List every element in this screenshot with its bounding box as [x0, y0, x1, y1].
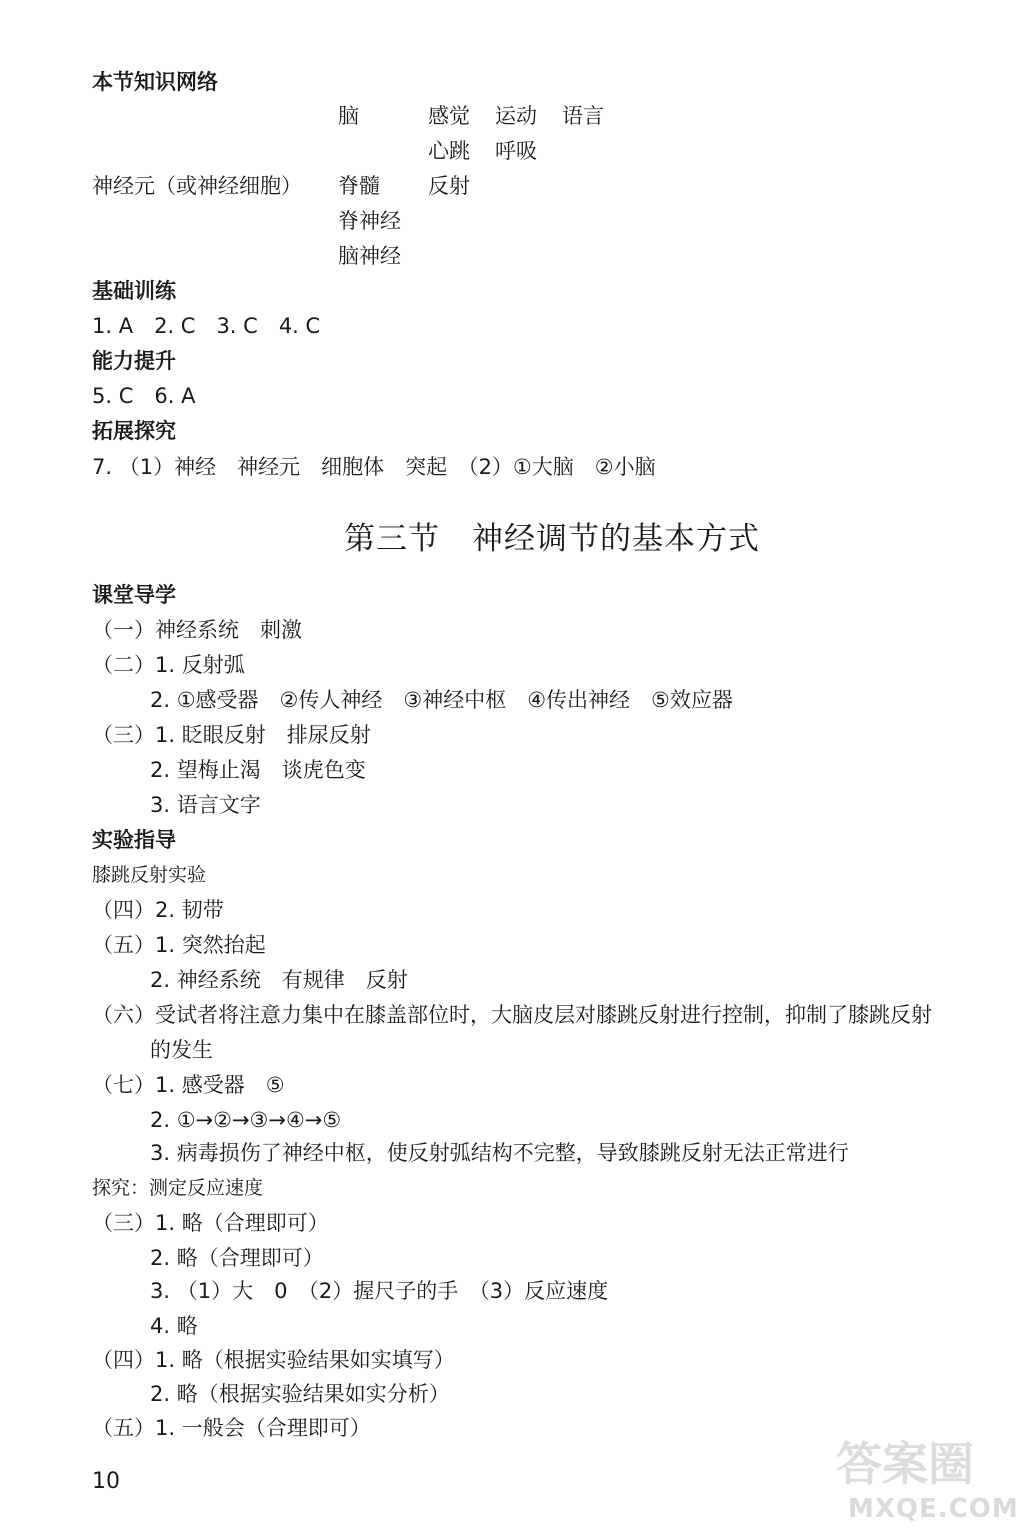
net-brain-item: 运动 [495, 104, 537, 128]
net-spinal-nerve: 脊神经 [338, 209, 401, 233]
ability-answers: 5. C 6. A [92, 384, 196, 408]
net-root: 神经元（或神经细胞） [92, 174, 302, 198]
heading-basic-training: 基础训练 [92, 279, 176, 303]
guide-line: 2. 望梅止渴 谈虎色变 [150, 758, 366, 782]
experiment-line: 2. 略（合理即可） [150, 1246, 324, 1270]
net-spinal-cord: 脊髓 [338, 174, 380, 198]
heading-extend: 拓展探究 [92, 419, 176, 443]
guide-line: （一）神经系统 刺激 [92, 618, 302, 642]
experiment-line: 2. ①→②→③→④→⑤ [150, 1108, 342, 1132]
net-brain-item: 感觉 [428, 104, 470, 128]
basic-answers: 1. A 2. C 3. C 4. C [92, 314, 321, 338]
watermark-url: MXQE.COM [848, 1494, 1019, 1524]
net-brain-item: 呼吸 [495, 139, 537, 163]
experiment-subheading: 探究：测定反应速度 [92, 1177, 264, 1199]
experiment-line: 的发生 [150, 1038, 213, 1062]
experiment-line: （四）1. 略（根据实验结果如实填写） [92, 1348, 455, 1372]
experiment-line: 2. 神经系统 有规律 反射 [150, 968, 408, 992]
net-brain: 脑 [338, 104, 359, 128]
heading-knowledge-network: 本节知识网络 [92, 70, 218, 94]
extend-answers: 7. （1）神经 神经元 细胞体 突起 （2）①大脑 ②小脑 [92, 455, 656, 479]
experiment-line: （四）2. 韧带 [92, 898, 224, 922]
net-brain-item: 语言 [562, 104, 604, 128]
experiment-line: 2. 略（根据实验结果如实分析） [150, 1382, 450, 1406]
watermark-logo: 答案圈 [836, 1437, 974, 1491]
guide-line: 2. ①感受器 ②传人神经 ③神经中枢 ④传出神经 ⑤效应器 [150, 688, 733, 712]
guide-line: 3. 语言文字 [150, 793, 261, 817]
page-number: 10 [92, 1469, 120, 1494]
experiment-line: （五）1. 突然抬起 [92, 933, 266, 957]
heading-ability: 能力提升 [92, 349, 176, 373]
section-title: 第三节 神经调节的基本方式 [344, 521, 760, 557]
heading-experiment: 实验指导 [92, 828, 176, 852]
experiment-line: 4. 略 [150, 1314, 198, 1338]
experiment-line: （三）1. 略（合理即可） [92, 1211, 329, 1235]
net-brain-item: 心跳 [428, 139, 470, 163]
experiment-line: （七）1. 感受器 ⑤ [92, 1073, 285, 1097]
experiment-line: 3. （1）大 0 （2）握尺子的手 （3）反应速度 [150, 1279, 609, 1303]
net-spinal-item: 反射 [428, 174, 470, 198]
net-cranial-nerve: 脑神经 [338, 244, 401, 268]
experiment-line: （五）1. 一般会（合理即可） [92, 1416, 371, 1440]
experiment-line: 3. 病毒损伤了神经中枢，使反射弧结构不完整，导致膝跳反射无法正常进行 [150, 1141, 849, 1165]
experiment-subheading: 膝跳反射实验 [92, 864, 207, 886]
heading-classroom-guide: 课堂导学 [92, 583, 176, 607]
experiment-line: （六）受试者将注意力集中在膝盖部位时，大脑皮层对膝跳反射进行控制，抑制了膝跳反射 [92, 1003, 932, 1027]
guide-line: （二）1. 反射弧 [92, 653, 245, 677]
guide-line: （三）1. 眨眼反射 排尿反射 [92, 723, 371, 747]
